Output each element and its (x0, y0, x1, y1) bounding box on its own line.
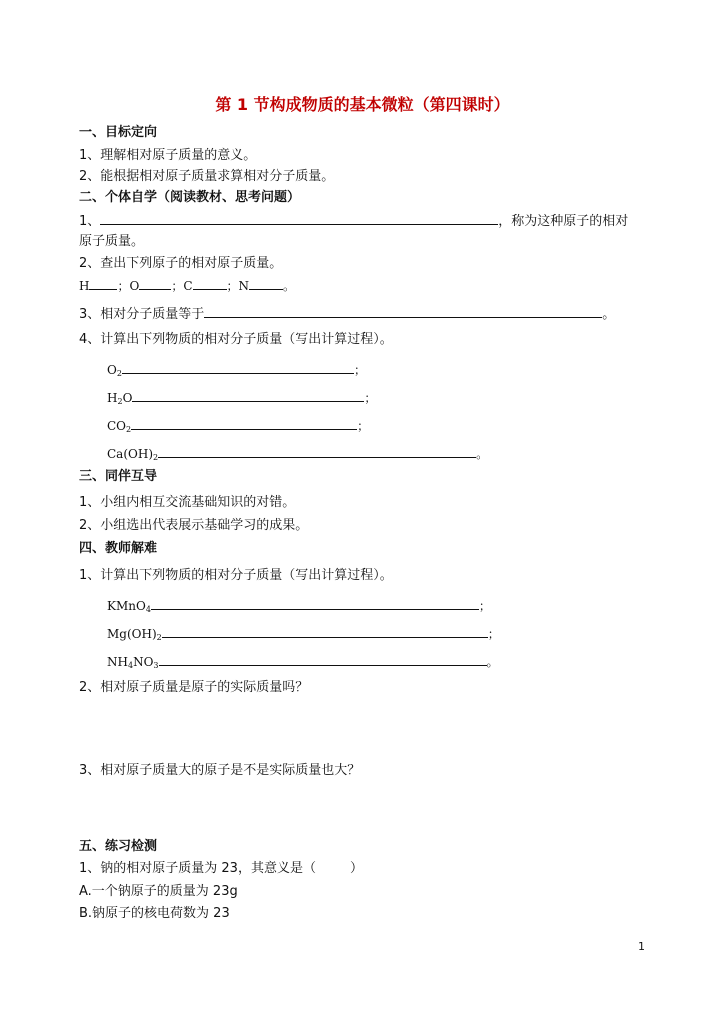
question-1-continuation: 原子质量。 (79, 234, 145, 249)
page-title: 第 1 节构成物质的基本微粒（第四课时） (215, 95, 510, 114)
answer-blank[interactable] (159, 652, 487, 666)
answer-blank[interactable] (100, 211, 498, 225)
section-heading-practice: 五、练习检测 (79, 839, 158, 854)
separator: ； (357, 419, 370, 433)
goal-item-1: 1、理解相对原子质量的意义。 (79, 148, 257, 163)
separator: ； (117, 279, 130, 293)
section-heading-self-study: 二、个体自学（阅读教材、思考问题） (79, 190, 301, 205)
formula-nh4no3-line (107, 652, 499, 675)
answer-blank[interactable] (131, 416, 357, 430)
formula-h2o: $H_2O$ (107, 391, 133, 406)
formula-o2: $O_2$ (107, 363, 122, 378)
answer-blank[interactable] (132, 388, 364, 402)
answer-blank[interactable] (193, 276, 227, 290)
formula-h2o-line (107, 388, 376, 411)
formula-mgoh2: $Mg(OH)_2$ (107, 627, 162, 642)
option-b: B.钠原子的核电荷数为 23 (79, 906, 230, 921)
formula-caoh2-line (107, 444, 488, 467)
formula-mgoh2-line (107, 624, 500, 647)
formula-nh4no3: $NH_4NO_3$ (107, 655, 159, 670)
answer-blank[interactable] (162, 624, 488, 638)
peer-item-1: 1、小组内相互交流基础知识的对错。 (79, 495, 296, 510)
question-3-line (79, 304, 615, 324)
question-3-prefix: 3、相对分子质量等于 (79, 307, 205, 322)
practice-question-1: 1、钠的相对原子质量为 23，其意义是（ ） (79, 861, 363, 876)
goal-item-2: 2、能根据相对原子质量求算相对分子质量。 (79, 169, 335, 184)
atom-list (79, 276, 295, 295)
question-1-line (79, 211, 628, 231)
page-number: 1 (638, 940, 645, 953)
formula-o2-line (107, 360, 366, 383)
formula-co2-line (107, 416, 369, 439)
option-a: A.一个钠原子的质量为 23g (79, 884, 238, 899)
separator: ； (478, 599, 491, 613)
question-2: 2、查出下列原子的相对原子质量。 (79, 256, 283, 271)
separator: ； (487, 627, 500, 641)
answer-blank[interactable] (249, 276, 283, 290)
question-1-suffix: ，称为这种原子的相对 (498, 214, 629, 229)
teacher-question-3: 3、相对原子质量大的原子是不是实际质量也大？ (79, 763, 361, 778)
separator: ； (364, 391, 377, 405)
answer-blank[interactable] (158, 444, 476, 458)
answer-blank[interactable] (89, 276, 117, 290)
answer-blank[interactable] (122, 360, 354, 374)
formula-caoh2: $Ca(OH)_2$ (107, 447, 159, 462)
teacher-question-1: 1、计算出下列物质的相对分子质量（写出计算过程）。 (79, 568, 393, 583)
question-4: 4、计算出下列物质的相对分子质量（写出计算过程）。 (79, 332, 393, 347)
section-heading-teacher: 四、教师解难 (79, 541, 158, 556)
section-heading-peer: 三、同伴互导 (79, 469, 158, 484)
answer-blank[interactable] (204, 304, 602, 318)
atom-c: C (183, 279, 193, 293)
teacher-question-2: 2、相对原子质量是原子的实际质量吗？ (79, 680, 309, 695)
question-1-prefix: 1、 (79, 214, 101, 229)
separator: ； (226, 279, 239, 293)
atom-o: O (129, 279, 140, 293)
atom-n: N (238, 279, 250, 293)
separator: ； (171, 279, 184, 293)
section-heading-goals: 一、目标定向 (79, 125, 158, 140)
formula-kmno4: KMnO$_4$ (107, 599, 151, 614)
line-end: 。 (283, 279, 296, 293)
line-end: 。 (486, 655, 499, 669)
line-end: 。 (602, 307, 616, 322)
line-end: 。 (476, 447, 489, 461)
peer-item-2: 2、小组选出代表展示基础学习的成果。 (79, 518, 309, 533)
answer-blank[interactable] (139, 276, 171, 290)
formula-co2: $CO_2$ (107, 419, 132, 434)
atom-h: H (79, 279, 90, 293)
separator: ； (353, 363, 366, 377)
answer-blank[interactable] (151, 596, 479, 610)
formula-kmno4-line (107, 596, 491, 619)
